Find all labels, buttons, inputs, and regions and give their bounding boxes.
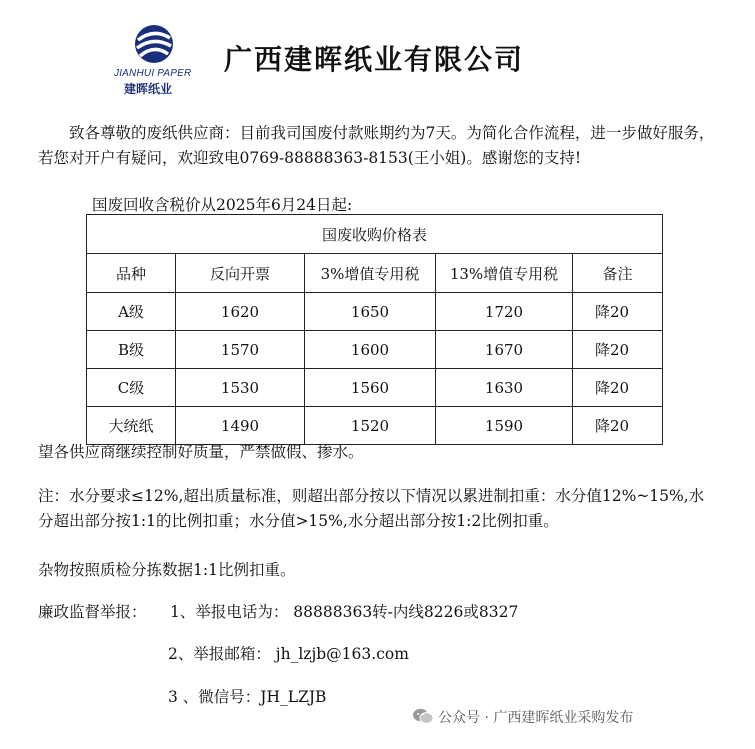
moisture-note: 注：水分要求≤12%,超出质量标准，则超出部分按以下情况以累进制扣重：水分值12%~15%,水分超出部分按1:1的比例扣重；水分值>15%,水分超出部分按1:2比例扣重。 [38,487,705,530]
cell-grade: A级 [87,293,176,331]
table-row [87,407,663,445]
cell-note: 降20 [573,369,663,407]
wechat-icon [412,707,434,729]
cell-note: 降20 [573,331,663,369]
cell-vat3: 1650 [305,293,436,331]
logo-text-en: JIANHUI PAPER [114,68,192,79]
column-header-grade: 品种 [87,254,176,293]
cell-note: 降20 [573,407,663,445]
report-label: 廉政监督举报： [38,603,147,621]
cell-vat3: 1520 [305,407,436,445]
cell-vat3: 1600 [305,331,436,369]
table-row [87,293,663,331]
report-email: 2、举报邮箱： jh_lzjb@163.com [168,645,409,663]
report-phone: 1、举报电话为： 88888363转-内线8226或8327 [170,603,519,621]
effective-date-text: 国废回收含税价从2025年6月24日起: [92,196,353,214]
cell-vat13: 1670 [436,331,573,369]
wechat-watermark [412,707,633,729]
company-logo [112,24,202,94]
table-row [87,369,663,407]
report-wechat: 3 、微信号：JH_LZJB [168,688,327,706]
cell-vat13: 1590 [436,407,573,445]
company-name: 广西建晖纸业有限公司 [224,43,525,76]
cell-note: 降20 [573,293,663,331]
cell-grade: 大统纸 [87,407,176,445]
table-row [87,331,663,369]
column-header-vat13: 13%增值专用税 [436,254,573,293]
table-title: 国废收购价格表 [87,215,663,254]
cell-grade: B级 [87,331,176,369]
logo-mark-icon [132,24,176,64]
cell-reverse: 1490 [176,407,305,445]
cell-reverse: 1530 [176,369,305,407]
cell-reverse: 1620 [176,293,305,331]
cell-vat13: 1720 [436,293,573,331]
logo-text-cn: 建晖纸业 [124,82,173,96]
watermark-text: 公众号 · 广西建晖纸业采购发布 [438,710,634,726]
column-header-note: 备注 [573,254,663,293]
cell-grade: C级 [87,369,176,407]
cell-vat3: 1560 [305,369,436,407]
price-table [86,214,663,445]
intro-paragraph: 致各尊敬的废纸供应商：目前我司国废付款账期约为7天。为简化合作流程，进一步做好服务，若您对开户有疑问，欢迎致电0769-88888363-8153(王小姐)。感谢您的支持! [38,124,715,167]
impurity-note: 杂物按照质检分拣数据1:1比例扣重。 [38,561,296,579]
column-header-vat3: 3%增值专用税 [305,254,436,293]
column-header-reverse: 反向开票 [176,254,305,293]
cell-vat13: 1630 [436,369,573,407]
cell-reverse: 1570 [176,331,305,369]
quality-notice: 望各供应商继续控制好质量，严禁做假、掺水。 [38,443,364,461]
